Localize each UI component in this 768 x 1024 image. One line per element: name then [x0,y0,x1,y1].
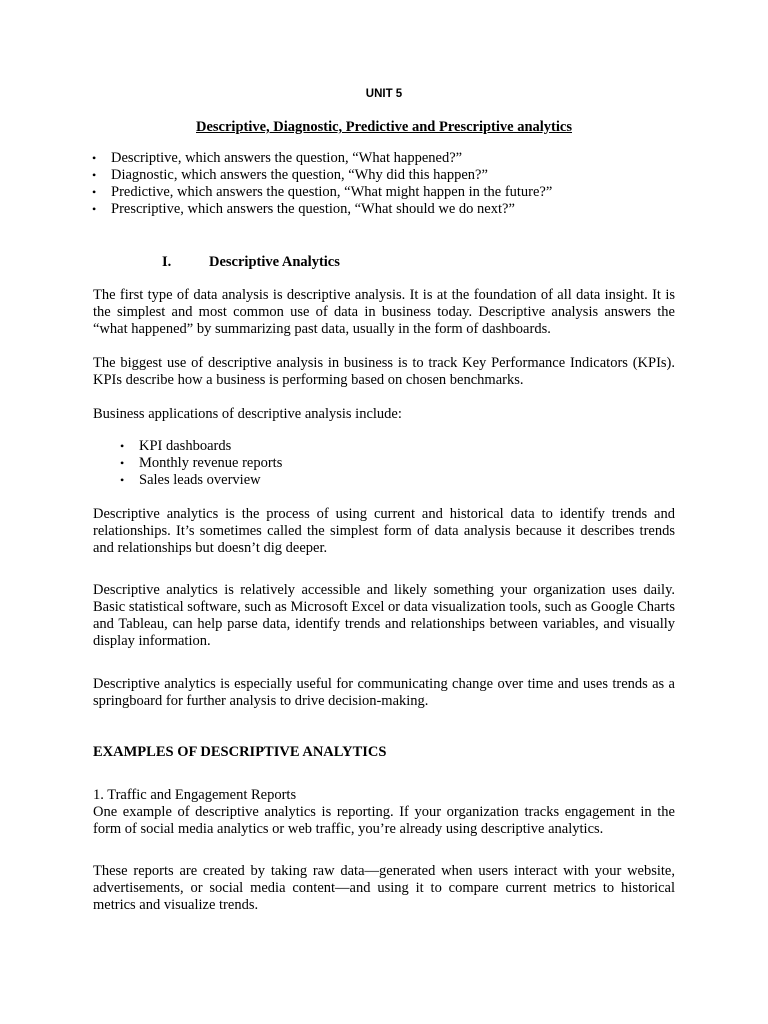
paragraph: The biggest use of descriptive analysis in business is to track Key Performance Indicators (KPIs). KPIs describe how a business is performing based on chosen benchmarks. [93,355,675,388]
paragraph: These reports are created by taking raw data—generated when users interact with your website, advertisements, or social media content—and using it to compare current metrics to historical metrics and visualize trends. [93,863,675,913]
examples-heading: EXAMPLES OF DESCRIPTIVE ANALYTICS [93,744,387,760]
document-title: Descriptive, Diagnostic, Predictive and Prescriptive analytics [196,119,572,135]
paragraph: Descriptive analytics is especially useful for communicating change over time and uses trends as a springboard for further analysis to drive decision-making. [93,676,675,709]
paragraph: Descriptive analytics is the process of using current and historical data to identify trends and relationships. It’s sometimes called the simplest form of data analysis because it describes trends and relationships but doesn’t dig deeper. [93,506,675,556]
section-title: Descriptive Analytics [209,254,340,270]
paragraph: One example of descriptive analytics is reporting. If your organization tracks engagement in the form of social media analytics or web traffic, you’re already using descriptive analytics. [93,804,675,837]
list-item: • Descriptive, which answers the question, “What happened?” [111,150,552,167]
paragraph: The first type of data analysis is descriptive analysis. It is at the foundation of all data insight. It is the simplest and most common use of data in business today. Descriptive analysis answers the “what happened” by summarizing past data, usually in the form of dashboards. [93,287,675,337]
analytics-types-list [111,150,552,218]
unit-label: UNIT 5 [365,88,403,100]
list-item: • Predictive, which answers the question, “What might happen in the future?” [111,184,552,201]
list-item: • Monthly revenue reports [139,455,282,472]
example-title: 1. Traffic and Engagement Reports [93,787,297,803]
list-item: • Diagnostic, which answers the question, “Why did this happen?” [111,167,552,184]
applications-list [139,438,282,489]
paragraph: Descriptive analytics is relatively accessible and likely something your organization uses daily. Basic statistical software, such as Microsoft Excel or data visualization tools, such as Google Charts and Tableau, can help parse data, identify trends and relationships between variables, and visually display information. [93,582,675,649]
section-numeral: I. [162,254,172,270]
paragraph: Business applications of descriptive analysis include: [93,406,402,422]
list-item: • Prescriptive, which answers the question, “What should we do next?” [111,201,552,218]
list-item: • Sales leads overview [139,472,282,489]
section-heading [162,254,340,271]
list-item: • KPI dashboards [139,438,282,455]
